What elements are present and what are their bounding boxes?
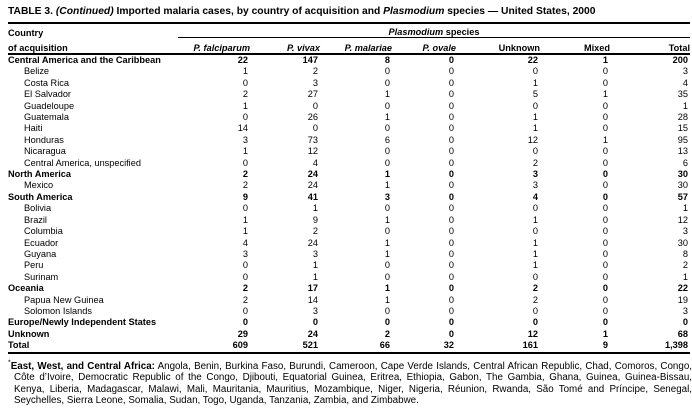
cell-total: 30 <box>677 169 689 180</box>
cell-total: 13 <box>677 146 689 157</box>
cell-unknown: 5 <box>532 89 538 100</box>
cell-mixed: 0 <box>602 77 608 88</box>
row-label: Columbia <box>24 226 63 237</box>
cell-p-ovale: 0 <box>448 169 454 180</box>
row-label: Brazil <box>24 214 47 225</box>
cell-p-falciparum: 14 <box>237 123 248 134</box>
row-label: South America <box>8 191 73 202</box>
cell-p-malariae: 0 <box>384 77 390 88</box>
cell-p-ovale: 32 <box>443 340 454 351</box>
cell-p-ovale: 0 <box>448 123 454 134</box>
cell-p-ovale: 0 <box>448 294 454 305</box>
continued-label: (Continued) <box>55 6 114 17</box>
cell-total: 1,398 <box>665 340 689 351</box>
cell-p-malariae: 0 <box>384 123 390 134</box>
cell-unknown: 0 <box>532 203 538 214</box>
cell-total: 19 <box>677 294 689 305</box>
cell-p-malariae: 0 <box>384 100 390 111</box>
cell-p-ovale: 0 <box>448 328 454 339</box>
cell-p-malariae: 66 <box>379 340 390 351</box>
cell-p-ovale: 0 <box>448 237 454 248</box>
cell-p-malariae: 0 <box>384 305 390 316</box>
footnote <box>8 361 692 407</box>
cell-p-vivax: 12 <box>307 146 318 157</box>
table-body <box>8 54 690 353</box>
cell-mixed: 1 <box>602 89 608 100</box>
cell-mixed: 0 <box>602 317 608 328</box>
cell-total: 1 <box>682 203 689 214</box>
cell-p-falciparum: 2 <box>242 283 248 294</box>
footnote-lead: East, West, and Central Africa: <box>10 360 155 372</box>
table-row <box>8 112 690 123</box>
cell-mixed: 0 <box>602 157 608 168</box>
cell-p-falciparum: 609 <box>232 340 248 351</box>
row-label: Surinam <box>24 271 59 282</box>
cell-p-malariae: 1 <box>384 237 390 248</box>
cell-p-ovale: 0 <box>448 134 454 145</box>
cell-p-malariae: 1 <box>384 248 390 259</box>
table-row <box>8 317 690 328</box>
cell-unknown: 1 <box>532 112 538 123</box>
cell-p-vivax: 14 <box>307 294 318 305</box>
cell-unknown: 0 <box>532 271 538 282</box>
cell-p-vivax: 147 <box>302 55 318 65</box>
cell-p-falciparum: 2 <box>242 89 248 100</box>
cell-p-ovale: 0 <box>448 226 454 237</box>
cell-total: 95 <box>677 134 689 145</box>
cell-p-falciparum: 0 <box>242 157 248 168</box>
row-label: Oceania <box>8 283 44 294</box>
cell-p-malariae: 0 <box>384 157 390 168</box>
cell-p-falciparum: 0 <box>242 271 248 282</box>
cell-mixed: 9 <box>602 340 608 351</box>
cell-mixed: 0 <box>602 260 608 271</box>
table-row <box>8 203 690 214</box>
cell-p-ovale: 0 <box>448 100 454 111</box>
row-label: Papua New Guinea <box>24 294 104 305</box>
cell-p-ovale: 0 <box>448 203 454 214</box>
cell-unknown: 4 <box>532 191 538 202</box>
cell-p-vivax: 24 <box>307 328 318 339</box>
cell-mixed: 0 <box>602 203 608 214</box>
cell-p-malariae: 0 <box>384 317 390 328</box>
cell-unknown: 3 <box>532 169 538 180</box>
cell-p-vivax: 4 <box>312 157 318 168</box>
row-label: North America <box>8 169 71 180</box>
row-label: Guatemala <box>24 112 69 123</box>
cell-unknown: 1 <box>532 237 538 248</box>
species-name: Plasmodium <box>383 6 445 17</box>
cell-total: 0 <box>682 317 689 328</box>
cell-p-falciparum: 0 <box>242 112 248 123</box>
cell-p-vivax: 0 <box>312 100 318 111</box>
cell-unknown: 3 <box>532 180 538 191</box>
cell-p-vivax: 24 <box>307 169 318 180</box>
row-label: Guadeloupe <box>24 100 75 111</box>
cell-p-falciparum: 2 <box>242 180 248 191</box>
cell-mixed: 0 <box>602 226 608 237</box>
table-row <box>8 226 690 237</box>
cell-p-ovale: 0 <box>448 55 454 65</box>
table-row <box>8 192 690 203</box>
cell-mixed: 0 <box>602 294 608 305</box>
table-header <box>8 23 690 54</box>
cell-total: 2 <box>682 260 689 271</box>
cell-p-ovale: 0 <box>448 77 454 88</box>
cell-mixed: 0 <box>602 146 608 157</box>
cell-unknown: 0 <box>532 226 538 237</box>
cell-mixed: 0 <box>602 191 608 202</box>
cell-p-ovale: 0 <box>448 248 454 259</box>
cell-p-vivax: 3 <box>312 77 318 88</box>
row-label: Guyana <box>24 248 57 259</box>
cell-p-vivax: 17 <box>307 283 318 294</box>
cell-mixed: 0 <box>602 123 608 134</box>
cell-p-falciparum: 0 <box>242 260 248 271</box>
cell-p-falciparum: 2 <box>242 294 248 305</box>
cell-mixed: 1 <box>602 134 608 145</box>
table-row <box>8 158 690 169</box>
cell-p-vivax: 9 <box>312 214 318 225</box>
cell-p-vivax: 1 <box>312 260 318 271</box>
cell-total: 68 <box>677 328 689 339</box>
col-header-p-vivax: P. vivax <box>250 38 320 55</box>
table-row <box>8 135 690 146</box>
cell-p-vivax: 24 <box>307 180 318 191</box>
cell-total: 1 <box>682 271 689 282</box>
table-row <box>8 215 690 226</box>
cell-p-vivax: 1 <box>312 203 318 214</box>
cell-p-malariae: 2 <box>384 328 390 339</box>
header-row-span <box>8 23 690 38</box>
cell-p-malariae: 0 <box>384 271 390 282</box>
cell-p-falciparum: 0 <box>242 203 248 214</box>
cell-p-falciparum: 0 <box>242 317 248 328</box>
cell-mixed: 0 <box>602 66 608 77</box>
cell-p-ovale: 0 <box>448 317 454 328</box>
cell-mixed: 0 <box>602 283 608 294</box>
cell-p-malariae: 1 <box>384 214 390 225</box>
cell-mixed: 0 <box>602 305 608 316</box>
cell-p-ovale: 0 <box>448 260 454 271</box>
cell-mixed: 0 <box>602 180 608 191</box>
cell-unknown: 0 <box>532 146 538 157</box>
table-row <box>8 180 690 191</box>
cell-p-malariae: 0 <box>384 146 390 157</box>
table-row <box>8 295 690 306</box>
table-row <box>8 249 690 260</box>
row-label: Bolivia <box>24 203 52 214</box>
row-label: Belize <box>24 66 50 77</box>
cell-p-malariae: 0 <box>384 226 390 237</box>
country-header-line1: Country <box>8 27 44 38</box>
cell-p-malariae: 1 <box>384 180 390 191</box>
cell-total: 6 <box>682 157 689 168</box>
row-label: Central America and the Caribbean <box>8 55 161 65</box>
table-title <box>8 5 690 19</box>
cell-total: 30 <box>677 237 689 248</box>
cell-p-ovale: 0 <box>448 180 454 191</box>
cell-p-vivax: 26 <box>307 112 318 123</box>
cell-p-vivax: 2 <box>312 226 318 237</box>
table-row <box>8 78 690 89</box>
table-row <box>8 146 690 157</box>
cell-p-ovale: 0 <box>448 283 454 294</box>
cell-p-falciparum: 1 <box>242 226 248 237</box>
col-header-p-falciparum: P. falciparum <box>178 38 250 55</box>
table-number: TABLE 3. <box>8 6 56 17</box>
row-label: Haiti <box>24 123 43 134</box>
cell-mixed: 1 <box>602 55 608 65</box>
table-row <box>8 306 690 317</box>
cell-total: 57 <box>677 191 689 202</box>
cell-p-malariae: 0 <box>384 66 390 77</box>
cell-unknown: 1 <box>532 214 538 225</box>
cell-mixed: 1 <box>602 328 608 339</box>
table-row <box>8 283 690 294</box>
row-label: Europe/Newly Independent States <box>8 317 157 328</box>
cell-p-vivax: 41 <box>307 191 318 202</box>
row-label: Peru <box>24 260 44 271</box>
cell-unknown: 1 <box>532 260 538 271</box>
cell-mixed: 0 <box>602 271 608 282</box>
cell-p-vivax: 3 <box>312 305 318 316</box>
cell-p-falciparum: 4 <box>242 237 248 248</box>
footnote-text: Angola, Benin, Burkina Faso, Burundi, Cameroon, Cape Verde Islands, Central African Republic, Chad, Comoros, Congo, Côte d’Ivoire, Democratic Republic of the Congo, Djibouti, Equatorial Guinea, Eritrea, Ethiopia, Gabon, The Gambia, Ghana, Guinea, Guinea-Bissau, Kenya, Liberia, Madagascar, Malawi, Mali, Mauritania, Mauritius, Mozambique, Niger, Nigeria, Réunion, Rwanda, São Tomé and Príncipe, Senegal, Seychelles, Sierra Leone, Somalia, Sudan, Togo, Uganda, Tanzania, Zambia, and Zimbabwe. <box>14 360 692 407</box>
cell-p-malariae: 1 <box>384 169 390 180</box>
cell-p-malariae: 3 <box>384 191 390 202</box>
cell-p-falciparum: 22 <box>237 55 248 65</box>
cell-unknown: 161 <box>522 340 538 351</box>
cell-unknown: 0 <box>532 100 538 111</box>
plasmodium-word: Plasmodium <box>388 27 444 37</box>
cell-p-malariae: 6 <box>384 134 390 145</box>
cell-p-vivax: 0 <box>312 123 318 134</box>
cell-p-malariae: 1 <box>384 89 390 100</box>
cell-unknown: 12 <box>527 134 538 145</box>
cell-unknown: 2 <box>532 157 538 168</box>
cell-total: 22 <box>677 283 689 294</box>
cell-unknown: 0 <box>532 317 538 328</box>
row-label: Mexico <box>24 180 54 191</box>
cell-p-vivax: 3 <box>312 248 318 259</box>
cell-total: 1 <box>682 100 689 111</box>
cell-total: 3 <box>682 305 689 316</box>
row-label: Unknown <box>8 328 50 339</box>
country-header-line2: of acquisition <box>8 38 178 55</box>
cell-p-ovale: 0 <box>448 66 454 77</box>
row-label: Honduras <box>24 134 64 145</box>
row-label: Costa Rica <box>24 77 69 88</box>
cell-p-falciparum: 3 <box>242 248 248 259</box>
cell-p-falciparum: 9 <box>242 191 248 202</box>
cell-p-ovale: 0 <box>448 271 454 282</box>
cell-mixed: 0 <box>602 248 608 259</box>
cell-total: 8 <box>682 248 689 259</box>
cell-p-malariae: 1 <box>384 112 390 123</box>
col-header-p-ovale: P. ovale <box>392 38 456 55</box>
cell-p-malariae: 1 <box>384 294 390 305</box>
cell-p-vivax: 27 <box>307 89 318 100</box>
cell-unknown: 0 <box>532 66 538 77</box>
row-label: Nicaragua <box>24 146 66 157</box>
table-row <box>8 340 690 352</box>
cell-p-falciparum: 1 <box>242 100 248 111</box>
cell-p-falciparum: 0 <box>242 305 248 316</box>
plasmodium-species-span-header <box>178 23 690 38</box>
table-row <box>8 272 690 283</box>
cell-unknown: 0 <box>532 305 538 316</box>
row-label: El Salvador <box>24 89 71 100</box>
cell-p-malariae: 0 <box>384 260 390 271</box>
col-header-unknown: Unknown <box>456 38 540 55</box>
cell-mixed: 0 <box>602 169 608 180</box>
table-row <box>8 123 690 134</box>
table-row <box>8 260 690 271</box>
cell-p-ovale: 0 <box>448 305 454 316</box>
cell-p-malariae: 0 <box>384 203 390 214</box>
cell-p-malariae: 1 <box>384 283 390 294</box>
cell-p-falciparum: 1 <box>242 146 248 157</box>
cell-p-falciparum: 2 <box>242 169 248 180</box>
cell-p-falciparum: 1 <box>242 214 248 225</box>
row-label: Total <box>8 340 30 351</box>
cell-mixed: 0 <box>602 237 608 248</box>
cell-p-vivax: 24 <box>307 237 318 248</box>
cell-mixed: 0 <box>602 112 608 123</box>
malaria-cases-table <box>8 22 690 354</box>
cell-unknown: 1 <box>532 123 538 134</box>
cell-mixed: 0 <box>602 100 608 111</box>
footnote-marker: * <box>8 359 11 367</box>
cell-p-falciparum: 0 <box>242 77 248 88</box>
cell-total: 3 <box>682 226 689 237</box>
row-label: Ecuador <box>24 237 59 248</box>
title-text: Imported malaria cases, by country of acquisition and <box>113 6 384 17</box>
header-row-columns <box>8 38 690 55</box>
cell-unknown: 22 <box>527 55 538 65</box>
cell-p-falciparum: 3 <box>242 134 248 145</box>
cell-p-ovale: 0 <box>448 146 454 157</box>
cell-total: 35 <box>677 89 689 100</box>
cell-total: 200 <box>672 55 689 65</box>
row-label: Central America, unspecified <box>24 157 141 168</box>
cell-p-vivax: 0 <box>312 317 318 328</box>
cell-p-ovale: 0 <box>448 191 454 202</box>
cell-unknown: 2 <box>532 283 538 294</box>
cell-p-ovale: 0 <box>448 157 454 168</box>
cell-p-falciparum: 1 <box>242 66 248 77</box>
title-suffix: species — United States, 2000 <box>444 6 596 17</box>
cell-p-ovale: 0 <box>448 89 454 100</box>
col-header-p-malariae: P. malariae <box>320 38 392 55</box>
table-row <box>8 169 690 180</box>
cell-p-vivax: 2 <box>312 66 318 77</box>
table-row <box>8 89 690 100</box>
cell-p-ovale: 0 <box>448 214 454 225</box>
cell-p-ovale: 0 <box>448 112 454 123</box>
col-header-mixed: Mixed <box>540 38 610 55</box>
table-row <box>8 238 690 249</box>
table-row <box>8 329 690 340</box>
cell-total: 30 <box>677 180 689 191</box>
cell-total: 12 <box>677 214 689 225</box>
cell-unknown: 1 <box>532 248 538 259</box>
cell-unknown: 1 <box>532 77 538 88</box>
table-row <box>8 54 690 66</box>
cell-p-vivax: 1 <box>312 271 318 282</box>
cell-p-vivax: 521 <box>302 340 318 351</box>
cell-total: 28 <box>677 112 689 123</box>
species-word: species <box>443 27 480 37</box>
cell-mixed: 0 <box>602 214 608 225</box>
cell-p-falciparum: 29 <box>237 328 248 339</box>
cell-p-vivax: 73 <box>307 134 318 145</box>
table-row <box>8 66 690 77</box>
cell-total: 3 <box>682 66 689 77</box>
cell-p-malariae: 8 <box>384 55 390 65</box>
cell-total: 15 <box>677 123 689 134</box>
cell-total: 4 <box>682 77 689 88</box>
col-header-total: Total <box>610 38 690 55</box>
cell-unknown: 2 <box>532 294 538 305</box>
row-label: Solomon Islands <box>24 305 92 316</box>
table-row <box>8 101 690 112</box>
cell-unknown: 12 <box>527 328 538 339</box>
